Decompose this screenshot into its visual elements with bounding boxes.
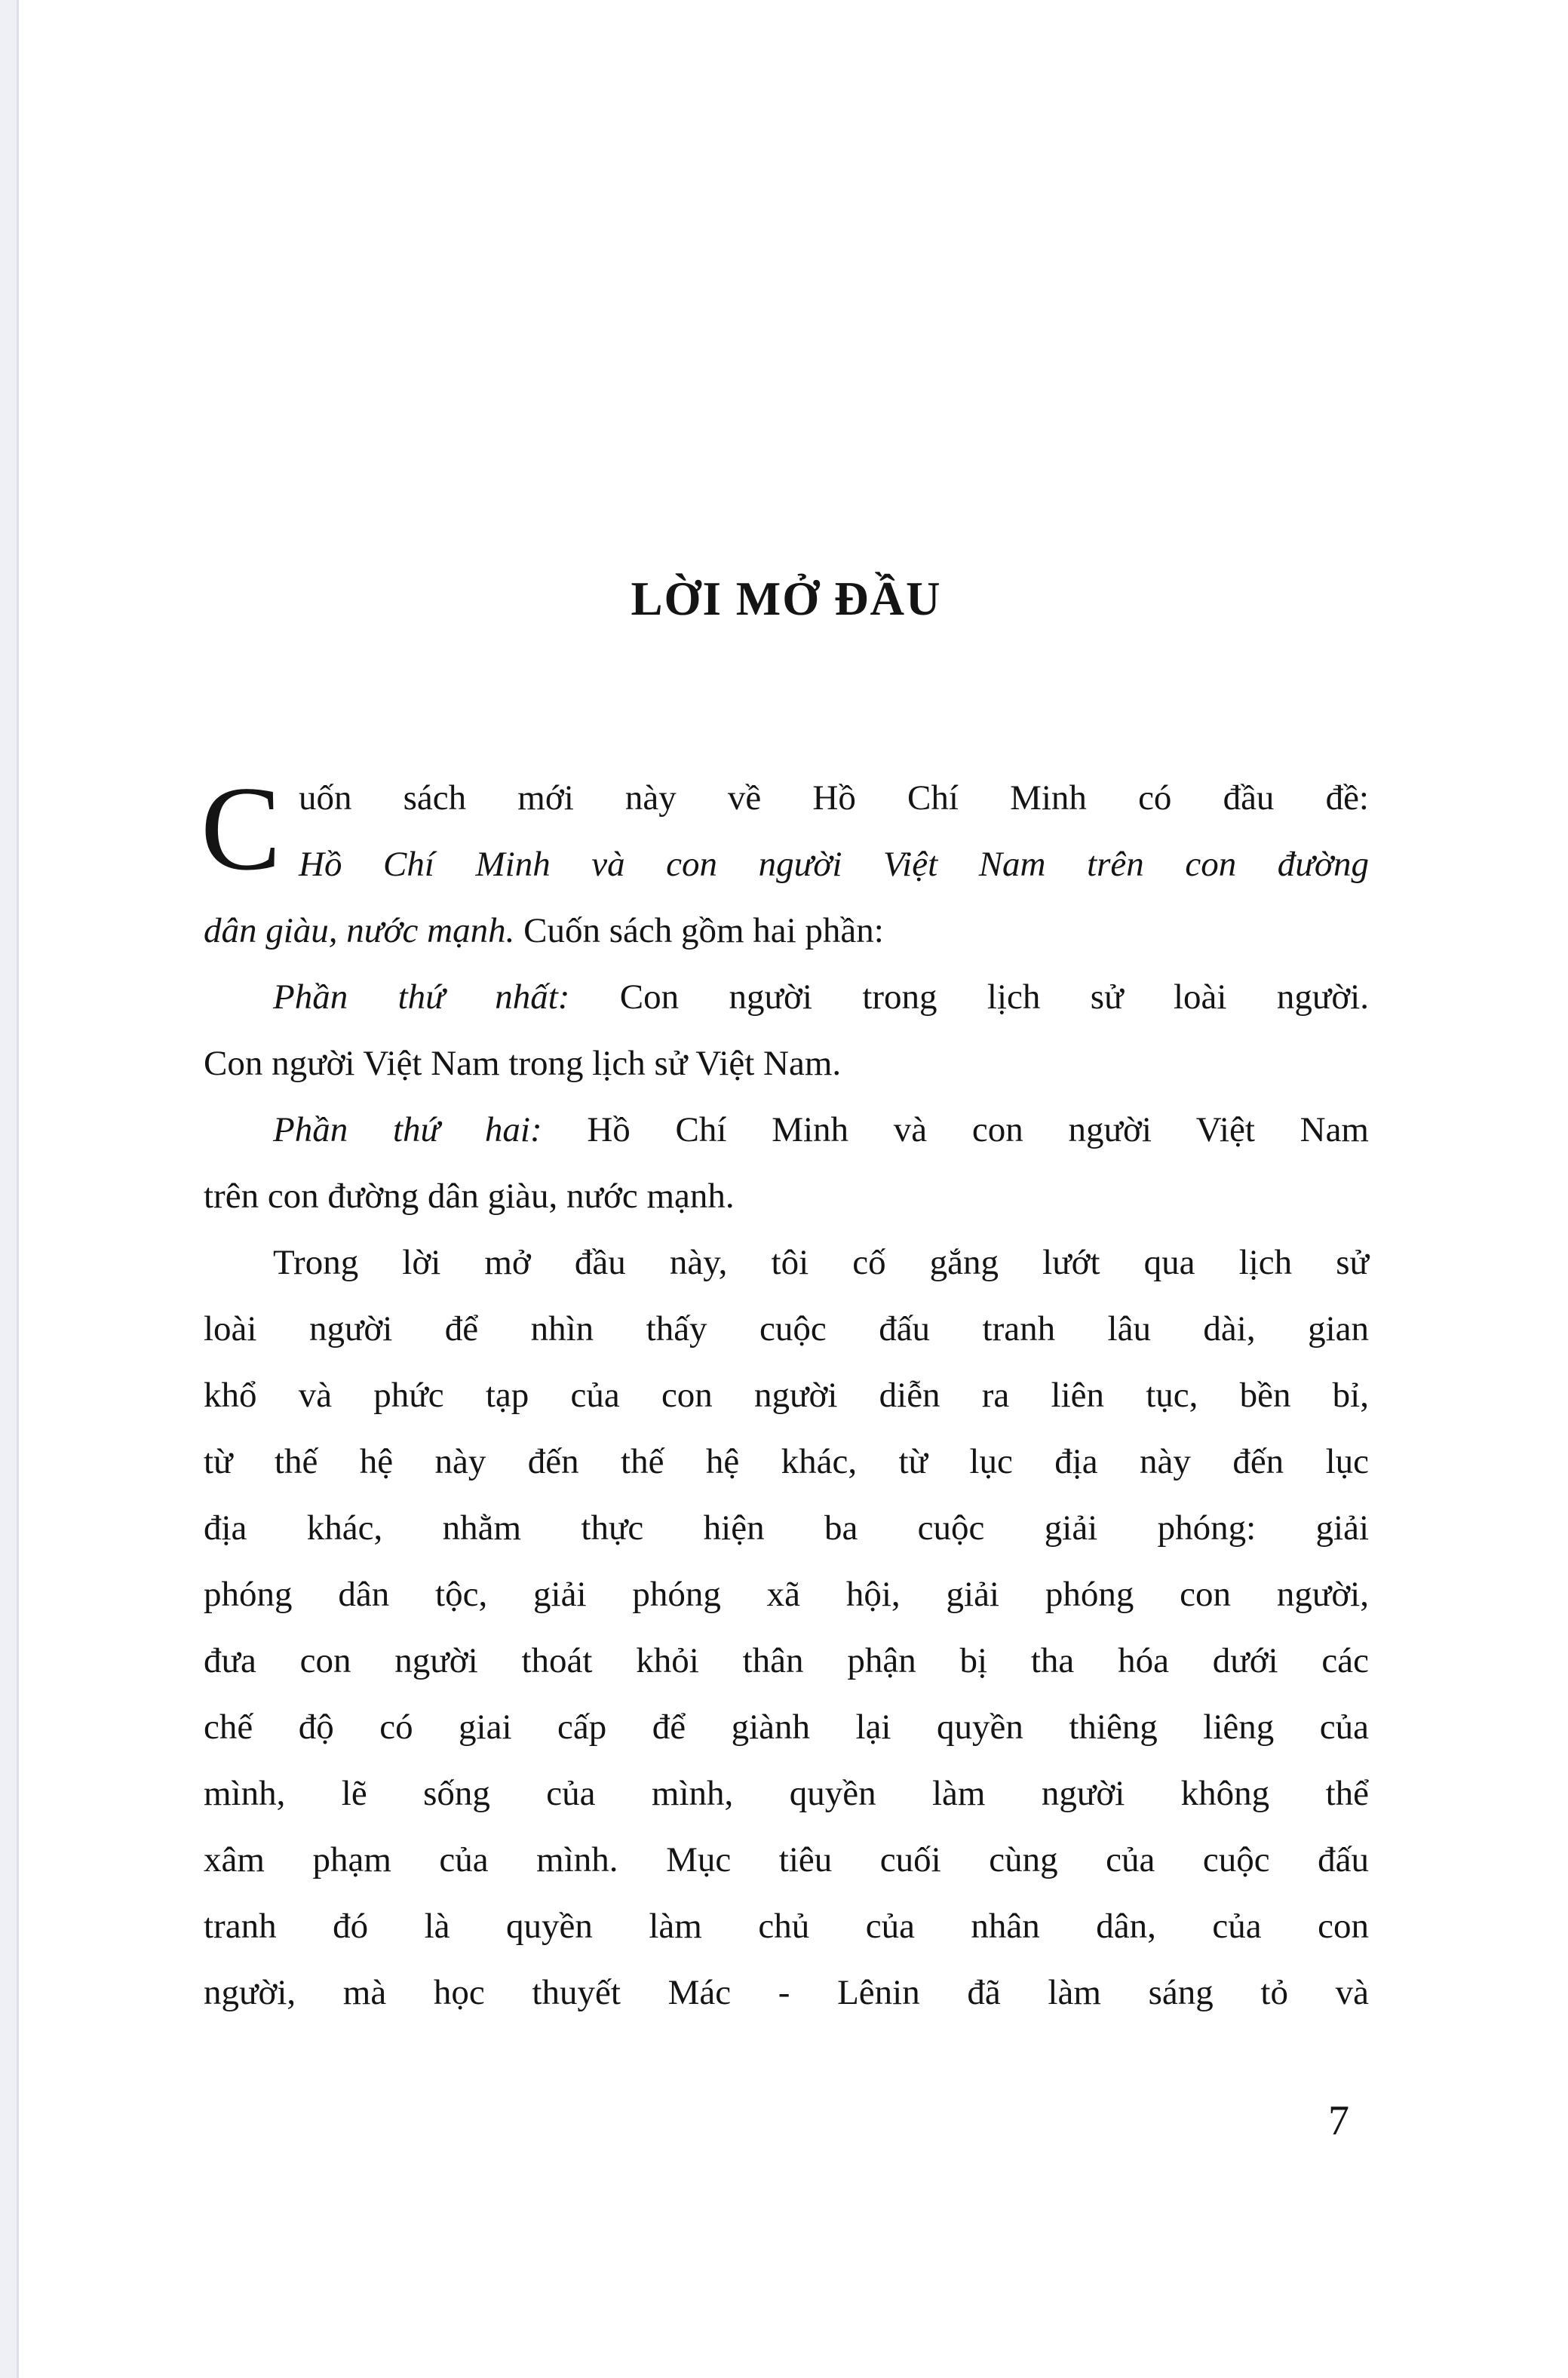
text-segment: loài người để nhìn thấy cuộc đấu tranh lâu dài, gian xyxy=(204,1309,1369,1349)
italic-text-segment: Phần thứ nhất: xyxy=(273,977,570,1017)
paragraph xyxy=(201,761,1369,964)
text-line xyxy=(204,1428,1369,1495)
text-line xyxy=(204,1827,1369,1893)
text-segment: Trong lời mở đầu này, tôi cố gắng lướt qua lịch sử xyxy=(273,1243,1369,1282)
text-segment: phóng dân tộc, giải phóng xã hội, giải phóng con người, xyxy=(204,1575,1369,1614)
text-segment: khổ và phức tạp của con người diễn ra liên tục, bền bỉ, xyxy=(204,1376,1369,1415)
page-left-edge xyxy=(0,0,19,2378)
text-line xyxy=(204,1163,1369,1229)
text-line xyxy=(204,1893,1369,1959)
paragraph xyxy=(204,1097,1369,1229)
paragraph xyxy=(204,964,1369,1097)
text-line xyxy=(204,1561,1369,1628)
text-segment: địa khác, nhằm thực hiện ba cuộc giải phóng: giải xyxy=(204,1508,1369,1548)
text-segment: Con người trong lịch sử loài người. xyxy=(569,977,1369,1017)
text-segment: trên con đường dân giàu, nước mạnh. xyxy=(204,1177,735,1216)
text-line xyxy=(299,765,1369,831)
text-segment: Con người Việt Nam trong lịch sử Việt Nam. xyxy=(204,1044,842,1083)
text-line xyxy=(204,964,1369,1030)
text-segment: xâm phạm của mình. Mục tiêu cuối cùng của cuộc đấu xyxy=(204,1840,1369,1879)
text-line xyxy=(204,1030,1369,1097)
text-segment: tranh đó là quyền làm chủ của nhân dân, của con xyxy=(204,1907,1369,1946)
italic-text-segment: dân giàu, nước mạnh. xyxy=(204,911,515,950)
drop-cap: C xyxy=(201,761,281,895)
page-number: 7 xyxy=(1328,2097,1349,2144)
text-segment: mình, lẽ sống của mình, quyền làm người không thể xyxy=(204,1774,1369,1813)
chapter-title: LỜI MỞ ĐẦU xyxy=(631,572,942,625)
italic-text-segment: Phần thứ hai: xyxy=(273,1110,542,1149)
text-line xyxy=(204,1229,1369,1296)
text-line xyxy=(299,831,1369,898)
text-line xyxy=(204,1362,1369,1428)
paragraph xyxy=(204,1229,1369,2026)
page-content xyxy=(201,0,1369,2151)
text-line xyxy=(204,1959,1369,2026)
text-line xyxy=(204,1296,1369,1362)
text-line xyxy=(204,1628,1369,1694)
text-segment: chế độ có giai cấp để giành lại quyền thiêng liêng của xyxy=(204,1708,1369,1747)
text-segment: Cuốn sách gồm hai phần: xyxy=(514,911,884,950)
text-segment: uốn sách mới này về Hồ Chí Minh có đầu đề: xyxy=(299,778,1369,818)
italic-text-segment: Hồ Chí Minh và con người Việt Nam trên con đường xyxy=(299,845,1369,884)
text-segment: đưa con người thoát khỏi thân phận bị tha hóa dưới các xyxy=(204,1641,1369,1680)
text-line xyxy=(204,898,1369,964)
text-line xyxy=(204,1694,1369,1760)
text-line xyxy=(204,1495,1369,1561)
text-segment: từ thế hệ này đến thế hệ khác, từ lục địa này đến lục xyxy=(204,1442,1369,1481)
text-line xyxy=(204,1097,1369,1163)
body-text xyxy=(201,761,1369,2026)
text-line xyxy=(204,1760,1369,1827)
text-segment: Hồ Chí Minh và con người Việt Nam xyxy=(542,1110,1369,1149)
text-segment: người, mà học thuyết Mác - Lênin đã làm sáng tỏ và xyxy=(204,1973,1369,2012)
